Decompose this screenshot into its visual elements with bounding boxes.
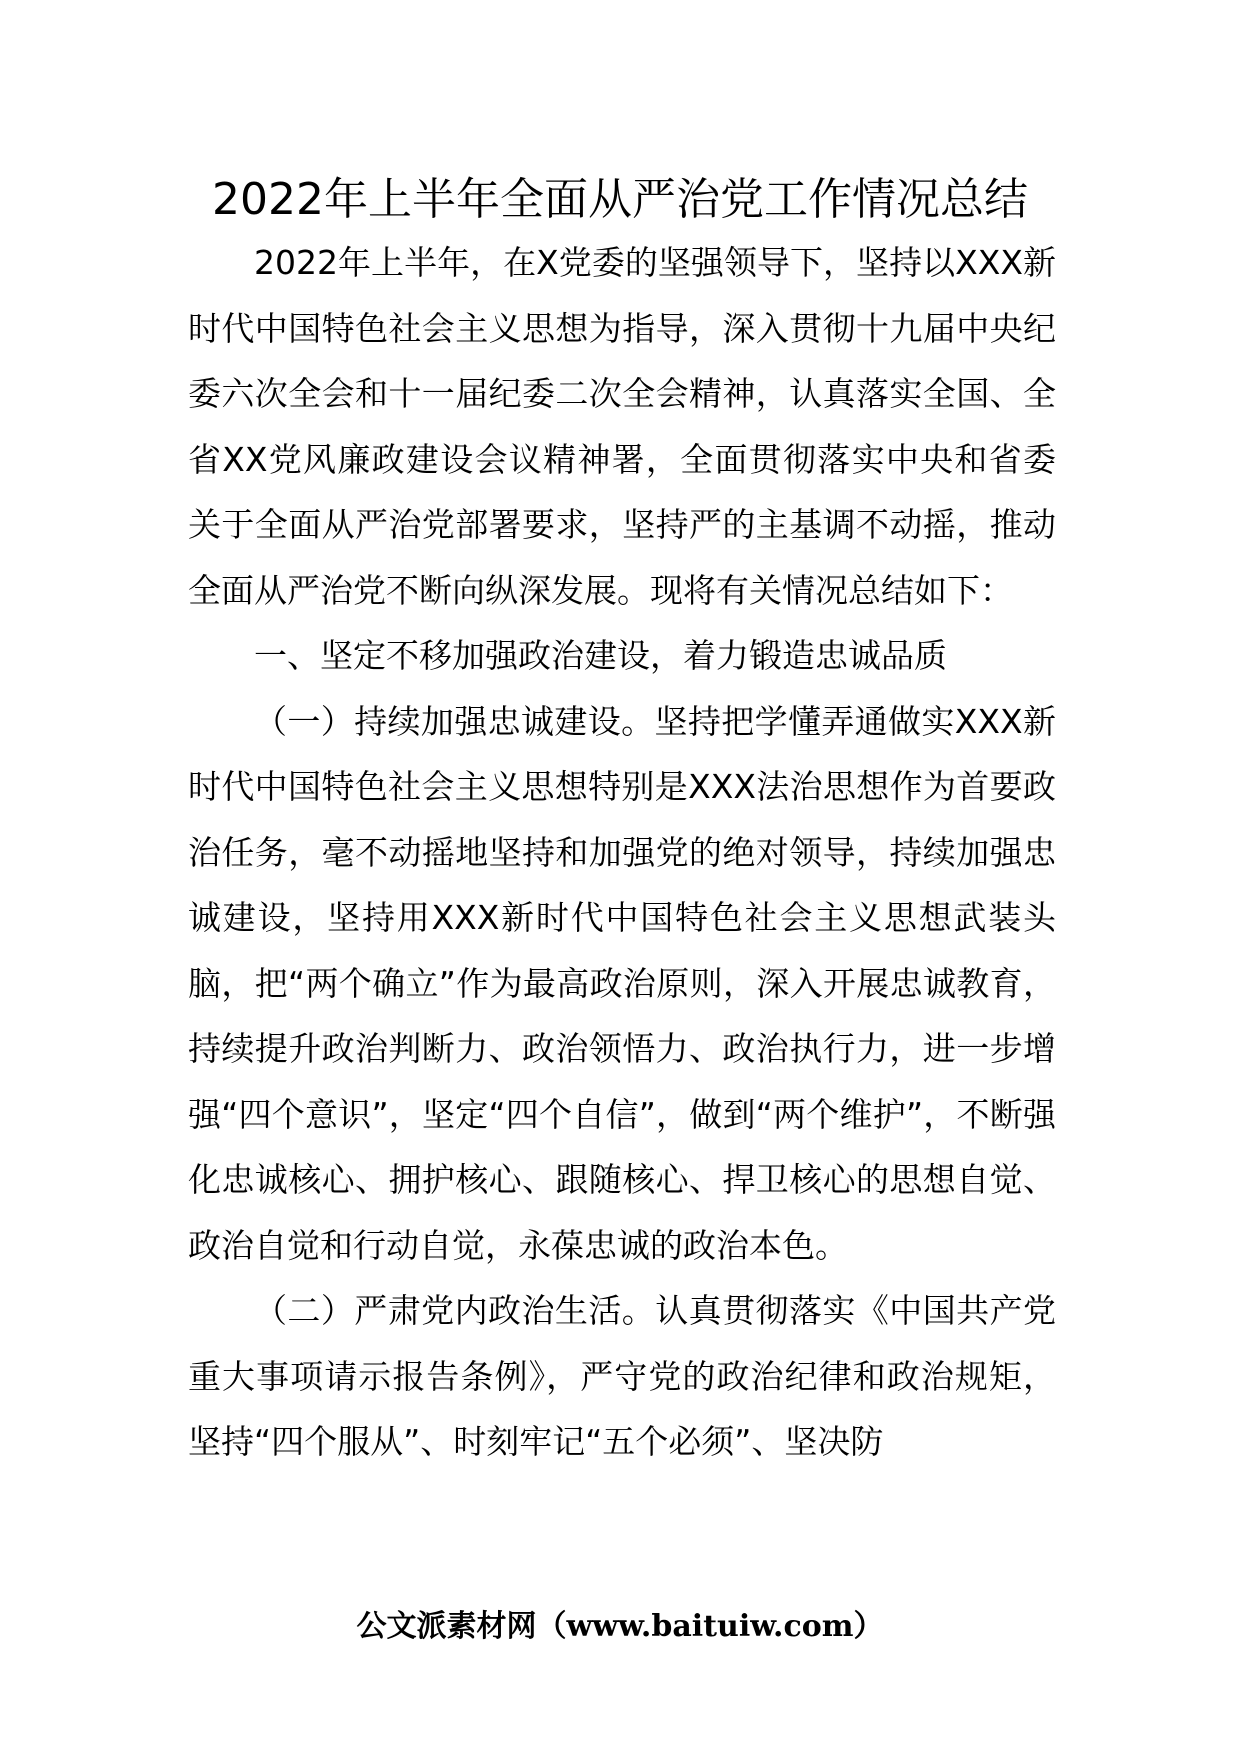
document-body bbox=[188, 230, 1056, 1475]
intro-paragraph: 2022年上半年，在X党委的坚强领导下，坚持以XXX新时代中国特色社会主义思想为指导，深入贯彻十九届中央纪委六次全会和十一届纪委二次全会精神，认真落实全国、全省XX党风廉政建设会议精神署，全面贯彻落实中央和省委关于全面从严治党部署要求，坚持严的主基调不动摇，推动全面从严治党不断向纵深发展。现将有关情况总结如下： bbox=[188, 243, 1056, 610]
footer-watermark: 公文派素材网（www.baituiw.com） bbox=[356, 1609, 884, 1644]
document-title: 2022年上半年全面从严治党工作情况总结 bbox=[212, 174, 1028, 225]
section-heading-1: 一、坚定不移加强政治建设，着力锻造忠诚品质 bbox=[254, 636, 947, 675]
subsection-paragraph-1: （一）持续加强忠诚建设。坚持把学懂弄通做实XXX新时代中国特色社会主义思想特别是XXX法治思想作为首要政治任务，毫不动摇地坚持和加强党的绝对领导，持续加强忠诚建设，坚持用XXX新时代中国特色社会主义思想武装头脑，把“两个确立”作为最高政治原则，深入开展忠诚教育，持续提升政治判断力、政治领悟力、政治执行力，进一步增强“四个意识”，坚定“四个自信”，做到“两个维护”，不断强化忠诚核心、拥护核心、跟随核心、捍卫核心的思想自觉、政治自觉和行动自觉，永葆忠诚的政治本色。 bbox=[188, 701, 1056, 1265]
subsection-paragraph-2: （二）严肃党内政治生活。认真贯彻落实《中国共产党重大事项请示报告条例》，严守党的政治纪律和政治规矩，坚持“四个服从”、时刻牢记“五个必须”、坚决防 bbox=[188, 1291, 1056, 1461]
